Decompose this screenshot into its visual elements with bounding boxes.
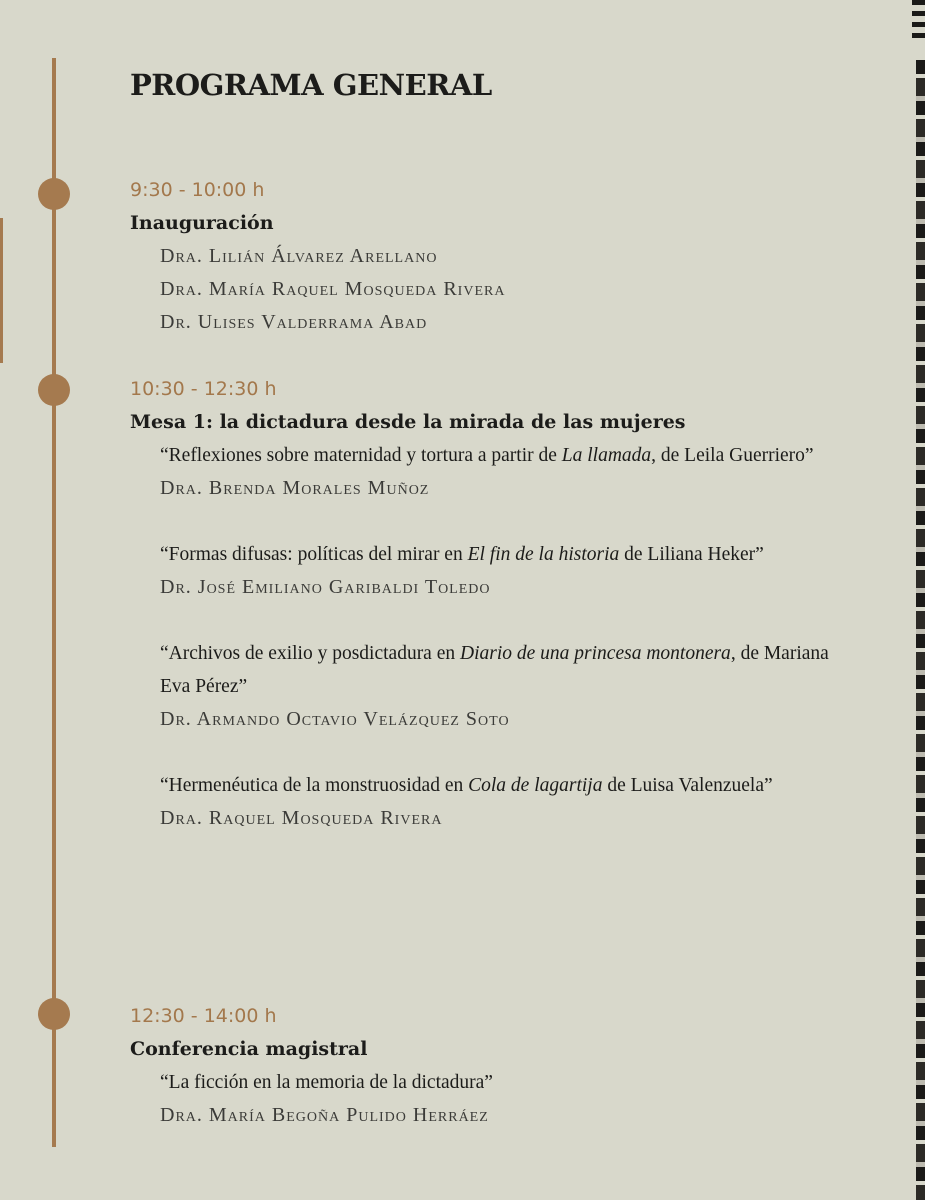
session-time: 9:30 - 10:00 h [130,179,265,201]
work-title: Diario de una princesa montonera [460,643,731,664]
participant-name: Dra. María Raquel Mosqueda Rivera [160,278,506,300]
talk-item [160,769,850,835]
timeline-dot-inauguracion [38,178,70,210]
talk-item [160,538,850,604]
timeline-dot-conferencia [38,998,70,1030]
speaker-name: Dra. Brenda Morales Muñoz [160,477,430,499]
speaker-name: Dra. María Begoña Pulido Herráez [160,1104,489,1126]
session-time: 10:30 - 12:30 h [130,378,277,400]
talk-title: “La ficción en la memoria de la dictadura” [160,1072,493,1093]
decorative-strip-right [916,60,925,1200]
left-accent-bar [0,218,3,363]
session-time: 12:30 - 14:00 h [130,1005,277,1027]
timeline-line [52,58,56,1147]
talk-item [160,439,850,505]
speaker-name: Dr. Armando Octavio Velázquez Soto [160,708,510,730]
session-title: Mesa 1: la dictadura desde la mirada de las mujeres [130,411,686,433]
talk-title: “Formas difusas: políticas del mirar en El fin de la historia de Liliana Heker” [160,544,764,565]
speaker-name: Dr. José Emiliano Garibaldi Toledo [160,576,491,598]
participant-name: Dr. Ulises Valderrama Abad [160,311,428,333]
talk-title: “Hermenéutica de la monstruosidad en Cola de lagartija de Luisa Valenzuela” [160,775,773,796]
session-title: Conferencia magistral [130,1038,368,1060]
work-title: La llamada [561,445,652,466]
session-inauguracion [130,174,505,339]
talk-title: “Archivos de exilio y posdictadura en Diario de una princesa montonera, de Mariana Eva Pérez” [160,643,829,697]
speaker-name: Dra. Raquel Mosqueda Rivera [160,807,443,829]
session-conferencia [130,1000,850,1132]
talk-title: “Reflexiones sobre maternidad y tortura a partir de La llamada, de Leila Guerriero” [160,445,814,466]
decorative-strip-top [912,0,925,40]
participant-name: Dra. Lilián Álvarez Arellano [160,245,438,267]
work-title: Cola de lagartija [468,775,603,796]
work-title: El fin de la historia [467,544,620,565]
session-title: Inauguración [130,212,274,234]
timeline-dot-mesa-1 [38,374,70,406]
talk-item [160,637,850,736]
page-title: PROGRAMA GENERAL [130,68,492,102]
session-mesa-1 [130,373,850,868]
